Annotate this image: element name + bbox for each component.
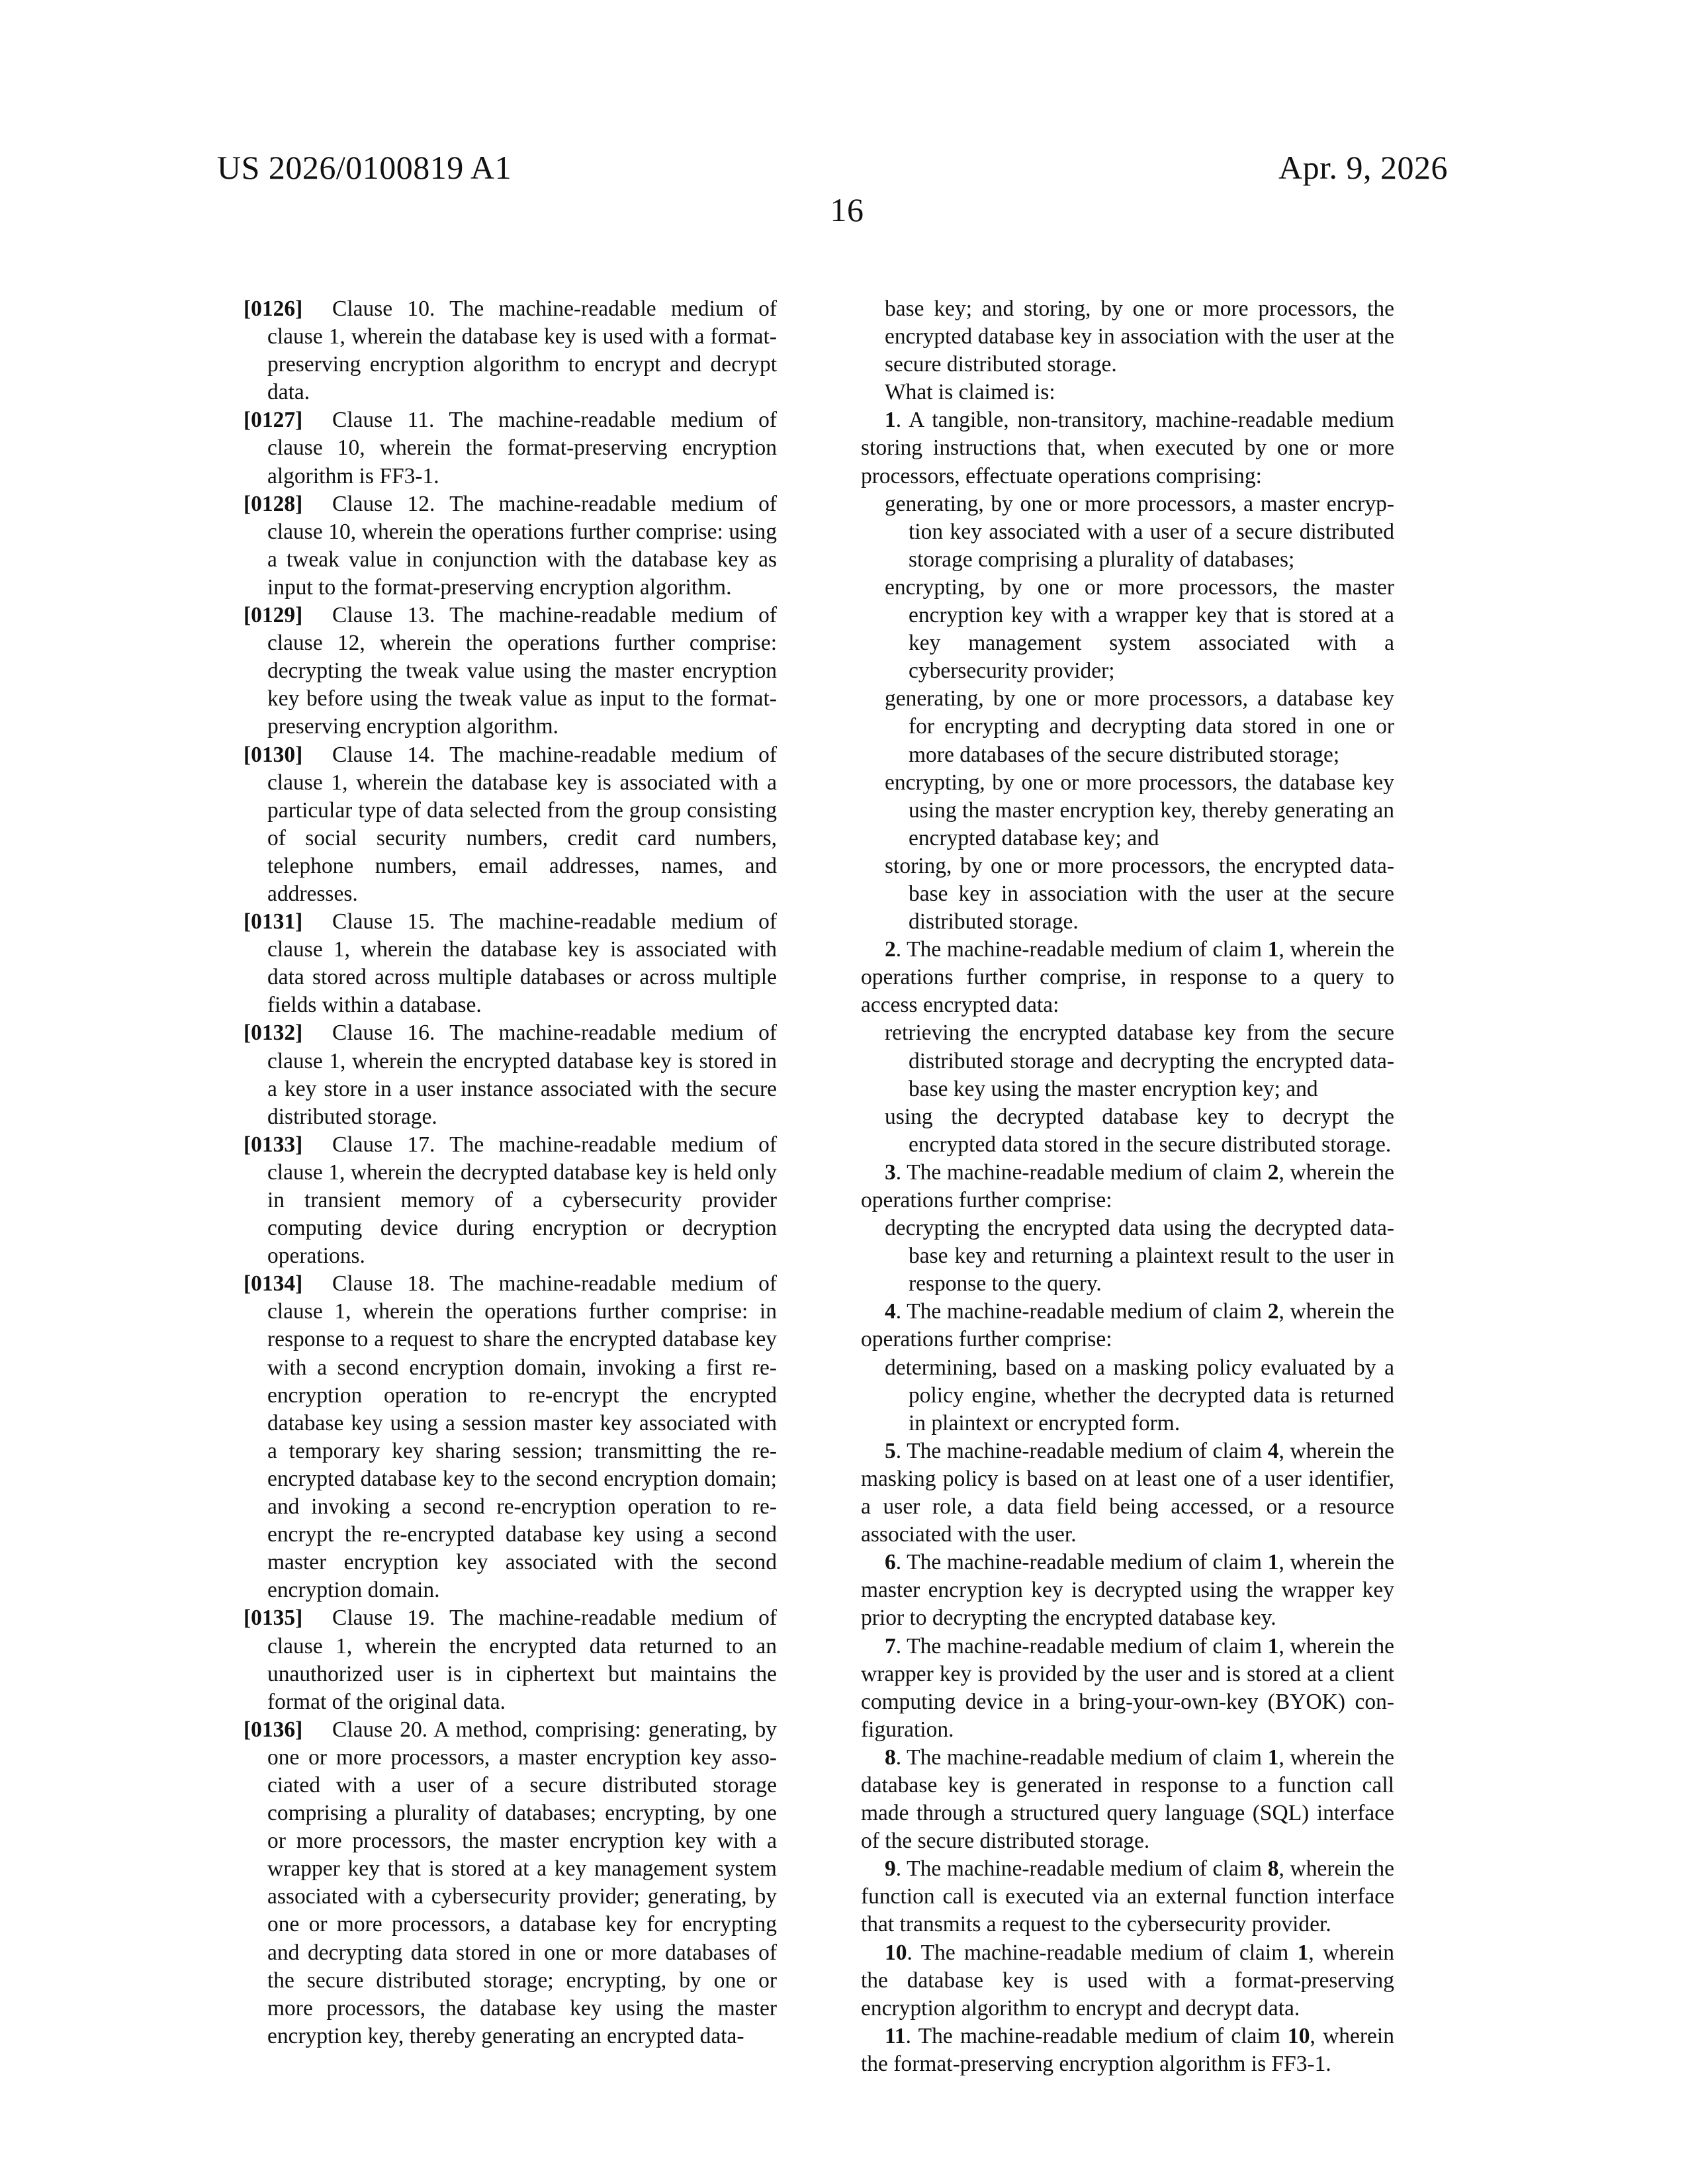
- paragraph: [244, 295, 777, 406]
- claim-number: 5: [885, 1438, 896, 1463]
- claim-number: 2: [885, 937, 896, 962]
- page-number: 16: [830, 191, 864, 228]
- claim: [861, 406, 1394, 490]
- paragraph-number: [0130]: [244, 742, 303, 767]
- claims-intro: What is claimed is:: [885, 380, 1055, 405]
- paragraph-text: Clause 13. The machine-readable medium of clause 12, wherein the operations further comprise: decrypting the tweak value using the master encryption key before using the tweak value as input to the format-preserving encryption algorithm.: [267, 603, 777, 739]
- claim: [861, 1549, 1394, 1632]
- claim-reference: 1: [1297, 1940, 1309, 1965]
- claim-text: , wherein the masking policy is based on at least one of a user identifier, a user role, a data field being accessed, or a resource associated with the user.: [861, 1438, 1394, 1547]
- paragraph: [244, 406, 777, 490]
- claim-text: , wherein the wrapper key is provided by the user and is stored at a client computing device in a bring-your-own-key (BYOK) configuration.: [861, 1633, 1394, 1742]
- paragraph: [244, 1270, 777, 1604]
- claim-reference: 10: [1288, 2023, 1310, 2048]
- claim: [861, 1939, 1394, 2023]
- claim-number: 7: [885, 1633, 896, 1659]
- paragraph-number: [0136]: [244, 1717, 303, 1742]
- claim-number: 4: [885, 1299, 896, 1324]
- claim-number: 8: [885, 1745, 896, 1770]
- claim-step: using the decrypted database key to decrypt the encrypted data stored in the secure distributed storage.: [885, 1104, 1394, 1157]
- paragraph-number: [0132]: [244, 1021, 303, 1046]
- claim-preamble: . The machine-readable medium of claim: [895, 1745, 1268, 1770]
- claim-text: , wherein the database key is generated in response to a function call made through a structured query language (SQL) interface of the secure distributed storage.: [861, 1745, 1394, 1854]
- claim: [861, 1159, 1394, 1214]
- claim-preamble: . The machine-readable medium of claim: [895, 1160, 1268, 1185]
- claim-text: , wherein the database key is used with a format-preserving encryption algorithm to encrypt and decrypt data.: [861, 1940, 1394, 2021]
- paragraph: [244, 908, 777, 1019]
- claim: [861, 936, 1394, 1019]
- paragraph: [244, 1019, 777, 1130]
- paragraph: [244, 741, 777, 909]
- paragraph-number: [0134]: [244, 1271, 303, 1297]
- claim-step: encrypting, by one or more processors, the master encryption key with a wrapper key that is stored at a key management system associated with a cybersecurity provider;: [885, 574, 1394, 684]
- claims-list: [861, 406, 1394, 2078]
- claim-number: 3: [885, 1160, 896, 1185]
- paragraph-text: Clause 14. The machine-readable medium of clause 1, wherein the database key is associated with a particular type of data selected from the group consisting of social security numbers, credit card numbers, telephone numbers, email addresses, names, and addresses.: [267, 742, 777, 906]
- claim-reference: 1: [1267, 1633, 1279, 1659]
- paragraph-text: Clause 16. The machine-readable medium of clause 1, wherein the encrypted database key is stored in a key store in a user instance associated with the secure distributed storage.: [267, 1021, 777, 1129]
- paragraph: [244, 1131, 777, 1270]
- claim-preamble: . The machine-readable medium of claim: [895, 1633, 1268, 1659]
- paragraph-text: Clause 19. The machine-readable medium of clause 1, wherein the encrypted data returned to an unauthorized user is in ciphertext but maintains the format of the original data.: [267, 1606, 777, 1714]
- continuation-text: base key; and storing, by one or more processors, the encrypted database key in association with the user at the secure distributed storage.: [885, 296, 1394, 377]
- paragraph-number: [0128]: [244, 491, 303, 516]
- claim-reference: 4: [1267, 1438, 1279, 1463]
- claim-text: , wherein the operations further comprise, in response to a query to access encrypted data:: [861, 937, 1394, 1018]
- claim-step: decrypting the encrypted data using the decrypted database key and returning a plaintext result to the user in response to the query.: [885, 1216, 1394, 1297]
- paragraph-text: Clause 18. The machine-readable medium of clause 1, wherein the operations further comprise: in response to a request to share the encrypted database key with a second encryption domain, invoking a first re-encryption operation to re-encrypt the encrypted database key using a session master key associated with a temporary key sharing session; transmitting the re-encrypted database key to the second encryption domain; and invoking a second re-encryption operation to re-encrypt the re-encrypted database key using a second master encryption key associated with the second encryption domain.: [267, 1271, 777, 1603]
- claim-step: retrieving the encrypted database key from the secure distributed storage and decrypting the encrypted database key using the master encryption key; and: [885, 1021, 1394, 1101]
- right-column: [861, 295, 1394, 2078]
- claim-number: 1: [885, 408, 896, 433]
- paragraph-number: [0127]: [244, 408, 303, 433]
- claim-preamble: . The machine-readable medium of claim: [895, 937, 1268, 962]
- paragraph: [244, 1604, 777, 1715]
- paragraph-number: [0131]: [244, 909, 303, 934]
- claim: [861, 1298, 1394, 1353]
- publication-number: US 2026/0100819 A1: [217, 149, 512, 186]
- paragraph-number: [0135]: [244, 1606, 303, 1631]
- claim: [861, 1437, 1394, 1549]
- paragraph: [244, 490, 777, 602]
- left-column: [244, 295, 777, 2050]
- paragraph-number: [0133]: [244, 1132, 303, 1157]
- paragraph-text: Clause 11. The machine-readable medium of clause 10, wherein the format-preserving encryption algorithm is FF3-1.: [267, 408, 777, 488]
- claim-reference: 2: [1267, 1299, 1279, 1324]
- claim-text: , wherein the function call is executed via an external function interface that transmits a request to the cybersecurity provider.: [861, 1856, 1394, 1937]
- claim-preamble: . The machine-readable medium of claim: [895, 1550, 1268, 1575]
- paragraph-number: [0129]: [244, 603, 303, 628]
- paragraph-text: Clause 15. The machine-readable medium of clause 1, wherein the database key is associated with data stored across multiple databases or across multiple fields within a database.: [267, 909, 777, 1018]
- claim: [861, 1855, 1394, 1938]
- claim-step: storing, by one or more processors, the encrypted database key in association with the user at the secure distributed storage.: [885, 853, 1394, 934]
- claim-text: , wherein the operations further comprise:: [861, 1160, 1394, 1212]
- claim-preamble: . The machine-readable medium of claim: [895, 1299, 1268, 1324]
- paragraph-text: Clause 12. The machine-readable medium of clause 10, wherein the operations further comprise: using a tweak value in conjunction with the database key as input to the format-preserving encryption algorithm.: [267, 491, 777, 600]
- claim-reference: 8: [1267, 1856, 1279, 1882]
- claim-number: 9: [885, 1856, 896, 1882]
- claim-reference: 1: [1267, 937, 1279, 962]
- claim-preamble: . The machine-readable medium of claim: [895, 1438, 1268, 1463]
- claim-preamble: . The machine-readable medium of claim: [895, 1856, 1268, 1882]
- claim: [861, 1633, 1394, 1744]
- paragraph-number: [0126]: [244, 296, 303, 321]
- claim-reference: 2: [1267, 1160, 1279, 1185]
- claim-step: determining, based on a masking policy evaluated by a policy engine, whether the decrypted data is returned in plaintext or encrypted form.: [885, 1355, 1394, 1435]
- claim-step: encrypting, by one or more processors, the database key using the master encryption key, thereby generating an encrypted database key; and: [885, 770, 1394, 850]
- claim-reference: 1: [1267, 1550, 1279, 1575]
- claim-step: generating, by one or more processors, a master encryption key associated with a user of a secure distributed storage comprising a plurality of databases;: [885, 491, 1394, 572]
- paragraph: [244, 602, 777, 741]
- publication-date: Apr. 9, 2026: [1278, 149, 1448, 186]
- claim: [861, 2023, 1394, 2078]
- claim-reference: 1: [1267, 1745, 1279, 1770]
- claim-number: 6: [885, 1550, 896, 1575]
- claim-text: . A tangible, non-transitory, machine-readable medium storing instructions that, when executed by one or more processors, effectuate operations comprising:: [861, 408, 1394, 488]
- paragraph-text: Clause 10. The machine-readable medium of clause 1, wherein the database key is used with a format-preserving encryption algorithm to encrypt and decrypt data.: [267, 296, 777, 405]
- claim-number: 11: [885, 2023, 906, 2048]
- paragraph-text: Clause 20. A method, comprising: generating, by one or more processors, a master encryption key associated with a user of a secure distributed storage comprising a plurality of databases; encrypting, by one or more processors, the master encryption key with a wrapper key that is stored at a key management system associated with a cybersecurity provider; generating, by one or more processors, a database key for encrypting and decrypting data stored in one or more databases of the secure distributed storage; encrypting, by one or more processors, the database key using the master encryption key, thereby generating an encrypted data-: [267, 1717, 777, 2048]
- paragraph: [244, 1716, 777, 2050]
- claim-text: , wherein the master encryption key is decrypted using the wrapper key prior to decrypting the encrypted database key.: [861, 1550, 1394, 1631]
- claim-text: , wherein the format-preserving encryption algorithm is FF3-1.: [861, 2023, 1394, 2076]
- paragraph-text: Clause 17. The machine-readable medium of clause 1, wherein the decrypted database key is held only in transient memory of a cybersecurity provider computing device during encryption or decryption operations.: [267, 1132, 777, 1269]
- claim-preamble: . The machine-readable medium of claim: [907, 1940, 1298, 1965]
- claim-text: , wherein the operations further comprise:: [861, 1299, 1394, 1352]
- claim-preamble: . The machine-readable medium of claim: [905, 2023, 1288, 2048]
- claim: [861, 1744, 1394, 1855]
- claim-number: 10: [885, 1940, 907, 1965]
- claim-step: generating, by one or more processors, a database key for encrypting and decrypting data stored in one or more databases of the secure distributed storage;: [885, 686, 1394, 767]
